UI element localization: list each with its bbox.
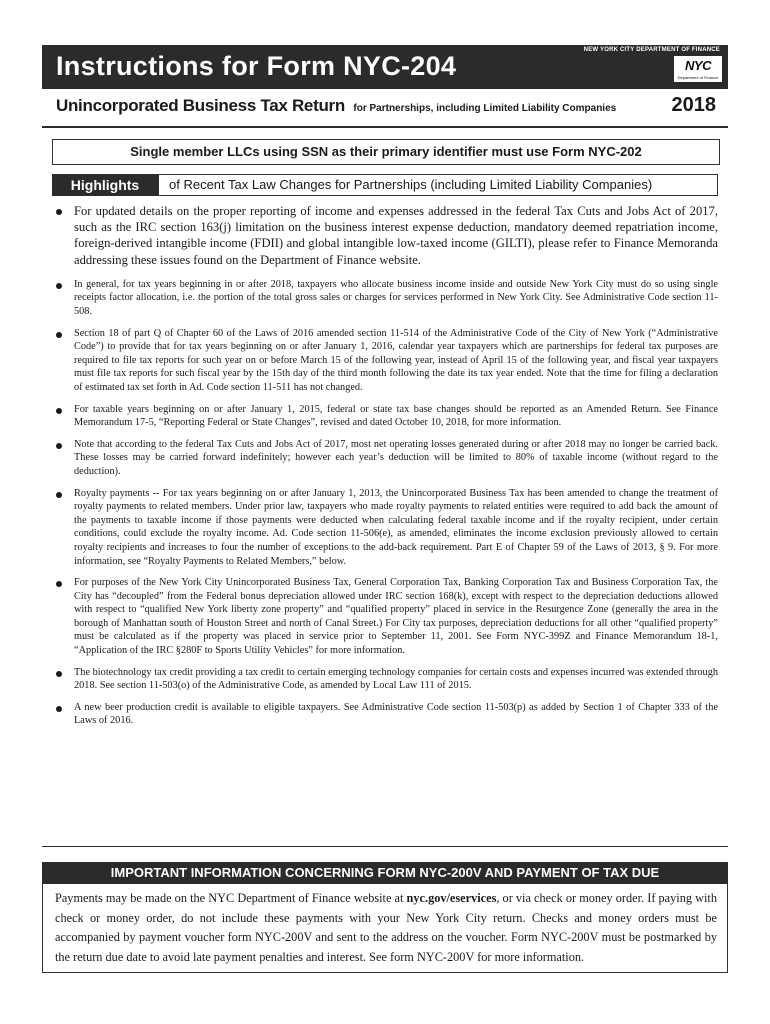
subtitle-row xyxy=(56,96,716,122)
nyc-logo xyxy=(674,56,722,82)
notice-box: Single member LLCs using SSN as their primary identifier must use Form NYC-202 xyxy=(52,139,720,165)
highlights-list xyxy=(56,203,718,736)
list-item-text: For updated details on the proper reporting of income and expenses addressed in the federal Tax Cuts and Jobs Act of 2017, such as the IRC section 163(j) limitation on the business interest expense deduction, mandatory deemed repatriation income, foreign-derived intangible income (FDII) and global intangible low-taxed income (GILTI), please refer to Finance Memoranda addressing these issues found on the Department of Finance website. xyxy=(74,204,718,267)
list-item xyxy=(56,576,718,658)
list-item xyxy=(56,203,718,268)
divider xyxy=(42,126,728,128)
list-item-text: Section 18 of part Q of Chapter 60 of the Laws of 2016 amended section 11-514 of the Administrative Code of the City of New York (“Administrative Code”) to provide that for tax years beginning on or after January 1, 2016, calendar year taxpayers which are partnerships for federal tax purposes are required to file tax reports for such year on or before March 15 of the following year, instead of April 15 of the following year, and fiscal year taxpayers must file tax reports for such fiscal year by the 15th day of the third month following the date its tax year ended. Note that the time for filing a declaration of estimated tax set forth in Ad. Code section 11-511 has not changed. xyxy=(74,327,718,393)
list-item xyxy=(56,327,718,395)
important-text-part: Payments may be made on the NYC Department of Finance website at xyxy=(55,891,407,905)
bullet-icon xyxy=(56,209,62,215)
nyc-logo-subtext: Department of Finance xyxy=(677,75,719,80)
list-item-text: For purposes of the New York City Unincorporated Business Tax, General Corporation Tax, Banking Corporation Tax and Business Corporation Tax, the City has “decoupled” from the Federal bonus depreciation allowed under IRC section 168(k), except with respect to the depreciation deductions allowed with respect to “qualified New York liberty zone property” and “qualified property” placed in service in the Resurgence Zone (generally the area in the borough of Manhattan south of Houston Street and north of Canal Street.) For City tax purposes, depreciation deductions for all other “qualified property” must be calculated as if the property was placed in service prior to September 11, 2001. See Form NYC-399Z and Finance Memorandum 18-1, “Application of the IRC §280F to Sports Utility Vehicles” for more information. xyxy=(74,577,718,657)
eservices-link[interactable]: nyc.gov/eservices xyxy=(406,891,497,905)
list-item xyxy=(56,487,718,569)
list-item xyxy=(56,278,718,319)
highlights-header xyxy=(52,174,718,196)
list-item-text: Royalty payments -- For tax years beginning on or after January 1, 2013, the Unincorporated Business Tax has been amended to change the treatment of royalty payments to related members. Under prior law, taxpayers who made royalty payments to related entities were required to add back the amount of the payments to taxable income if those payments were deducted when calculating federal taxable income and if the royalty recipient, under certain conditions, could exclude the royalty income. Ad. Code section 11-506(e), as amended, eliminates the income exclusion previously allowed to certain royalty recipients and increases to four the number of exceptions to the add-back requirement. Part E of Chapter 59 of the Laws of 2013, § 9. For more information, see “Royalty Payments to Related Members,” below. xyxy=(74,487,718,567)
bullet-icon xyxy=(56,443,62,449)
list-item-text: For taxable years beginning on or after January 1, 2015, federal or state tax base changes should be reported as an Amended Return. See Finance Memorandum 17-5, “Reporting Federal or State Changes”, revised and dated October 10, 2018, for more information. xyxy=(74,403,718,429)
list-item-text: In general, for tax years beginning in or after 2018, taxpayers who allocate business income inside and outside New York City must do so using single receipts factor allocation, i.e. the portion of the total gross sales or charges for services performed in New York City. See Administrative Code section 11-508. xyxy=(74,278,718,317)
list-item-text: A new beer production credit is available to eligible taxpayers. See Administrative Code section 11-503(p) as added by Section 1 of Chapter 333 of the Laws of 2016. xyxy=(74,701,718,727)
important-text-part: , or via check or money order. If paying with check or money order, do not include these payments with your New York City return. Checks and money orders must be accompanied by payment voucher form NYC-200V and sent to the address on the voucher. Form NYC-200V must be postmarked by the return due date to avoid late payment penalties and interest. See form NYC-200V for more information. xyxy=(55,891,717,964)
divider xyxy=(42,846,728,847)
form-subtitle: Unincorporated Business Tax Return xyxy=(56,96,345,115)
bullet-icon xyxy=(56,332,62,338)
nyc-logo-mark: NYC xyxy=(685,58,711,73)
bullet-icon xyxy=(56,671,62,677)
header-bar xyxy=(42,45,728,89)
form-subtitle-qualifier: for Partnerships, including Limited Liability Companies xyxy=(353,103,617,114)
department-label: NEW YORK CITY DEPARTMENT OF FINANCE xyxy=(583,47,720,53)
tax-year: 2018 xyxy=(671,94,716,116)
bullet-icon xyxy=(56,581,62,587)
page-title: Instructions for Form NYC-204 xyxy=(56,51,457,81)
important-info-heading: IMPORTANT INFORMATION CONCERNING FORM NYC-200V AND PAYMENT OF TAX DUE xyxy=(42,862,728,884)
highlights-title: of Recent Tax Law Changes for Partnerships (including Limited Liability Companies) xyxy=(158,174,718,196)
list-item-text: Note that according to the federal Tax Cuts and Jobs Act of 2017, most net operating losses generated during or after 2018 may no longer be carried back. These losses may be carried forward indefinitely; however each year’s deduction will be limited to 80% of taxable income (without regard to the deduction). xyxy=(74,438,718,477)
list-item xyxy=(56,666,718,693)
bullet-icon xyxy=(56,283,62,289)
important-info-box xyxy=(42,884,728,973)
bullet-icon xyxy=(56,408,62,414)
bullet-icon xyxy=(56,492,62,498)
bullet-icon xyxy=(56,706,62,712)
important-info-text xyxy=(55,889,717,967)
highlights-tab: Highlights xyxy=(52,174,158,196)
list-item-text: The biotechnology tax credit providing a tax credit to certain emerging technology companies for certain costs and expenses incurred was extended through 2018. See section 11-503(o) of the Administrative Code, as amended by Local Law 111 of 2015. xyxy=(74,666,718,692)
list-item xyxy=(56,701,718,728)
list-item xyxy=(56,438,718,479)
list-item xyxy=(56,403,718,430)
